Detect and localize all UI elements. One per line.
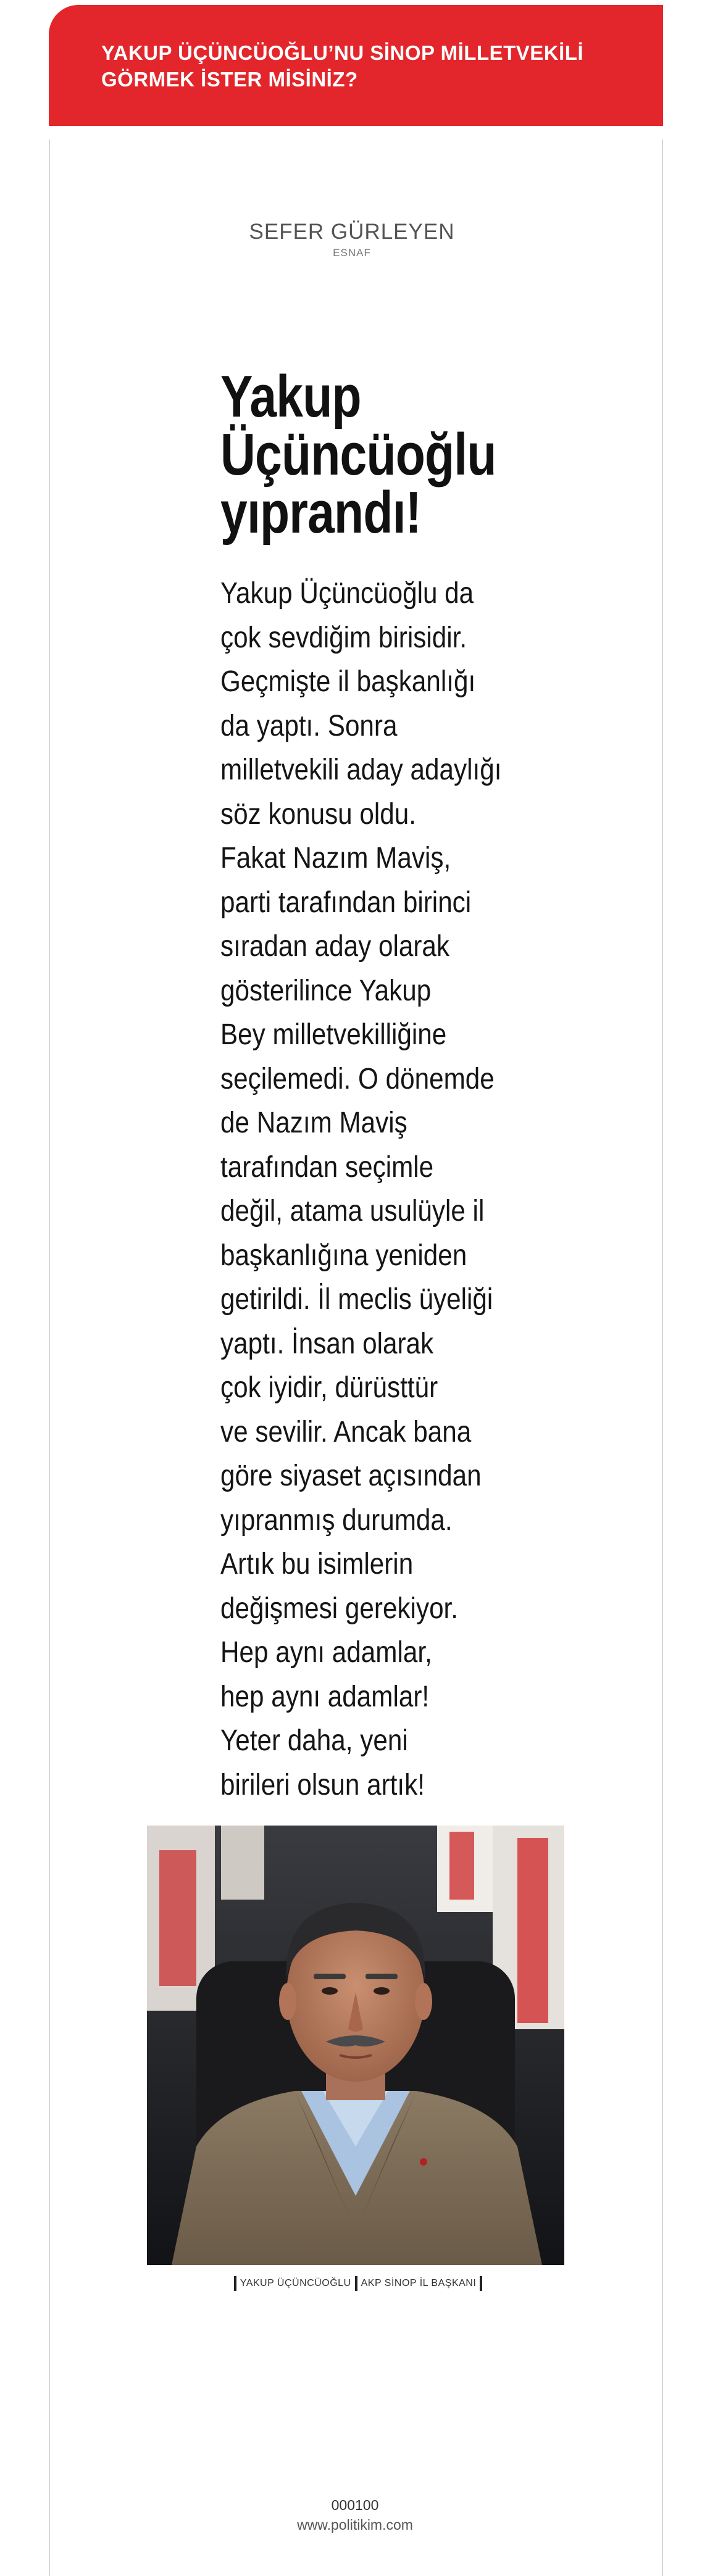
body-line: Yeter daha, yeni (220, 1724, 408, 1757)
caption-separator (480, 2276, 482, 2291)
body-line: Artık bu isimlerin (220, 1548, 414, 1581)
caption-separator (355, 2276, 357, 2291)
body-line: de Nazım Maviş (220, 1107, 407, 1139)
title-line: Üçüncüoğlu (220, 422, 496, 488)
body-line: çok sevdiğim birisidir. (220, 621, 467, 654)
body-line: milletvekili aday adaylığı (220, 754, 502, 786)
author-role: ESNAF (333, 247, 371, 259)
body-line: Hep aynı adamlar, (220, 1636, 432, 1669)
body-line: yıpranmış durumda. (220, 1503, 453, 1537)
article-body (220, 571, 517, 1807)
body-line: birileri olsun artık! (220, 1768, 425, 1801)
author-name: SEFER GÜRLEYEN (249, 220, 455, 244)
body-line: gösterilince Yakup (220, 974, 432, 1007)
page-number: 000100 (331, 2497, 379, 2513)
title-line: Yakup (220, 364, 361, 430)
body-line: Yakup Üçüncüoğlu da (220, 577, 474, 610)
body-line: sıradan aday olarak (220, 930, 450, 963)
body-line: değişmesi gerekiyor. (220, 1592, 459, 1625)
portrait-illustration (147, 1826, 564, 2265)
caption-title: AKP SİNOP İL BAŞKANI (361, 2278, 477, 2288)
page-frame-left-border (49, 139, 50, 2576)
caption-name: YAKUP ÜÇÜNCÜOĞLU (240, 2278, 351, 2288)
body-line: Geçmişte il başkanlığı (220, 665, 476, 698)
title-line: yıprandı! (220, 480, 422, 546)
site-url[interactable]: www.politikim.com (297, 2517, 413, 2533)
body-line: çok iyidir, dürüsttür (220, 1371, 438, 1404)
portrait-photo (147, 1826, 564, 2265)
body-line: değil, atama usulüyle il (220, 1195, 485, 1228)
page-footer (247, 2496, 463, 2534)
banner-headline: YAKUP ÜÇÜNCÜOĞLU’NU SİNOP MİLLETVEKİLİ GÖRMEK İSTER MİSİNİZ? (101, 41, 584, 91)
body-line: Bey milletvekilliğine (220, 1018, 447, 1051)
header-banner (49, 5, 663, 126)
author-block (204, 220, 500, 259)
caption-separator (234, 2276, 236, 2291)
body-line: da yaptı. Sonra (220, 709, 398, 742)
body-line: göre siyaset açısından (220, 1460, 482, 1492)
body-line: parti tarafından birinci (220, 886, 472, 919)
page-frame-right-border (662, 139, 663, 2576)
body-line: hep aynı adamlar! (220, 1680, 430, 1713)
article-title (220, 364, 504, 546)
body-line: seçilemedi. O dönemde (220, 1062, 495, 1095)
body-line: yaptı. İnsan olarak (220, 1327, 434, 1360)
body-line: getirildi. İl meclis üyeliği (220, 1283, 493, 1316)
photo-caption (185, 2276, 531, 2291)
body-line: başkanlığına yeniden (220, 1239, 467, 1272)
body-line: ve sevilir. Ancak bana (220, 1415, 472, 1448)
body-line: tarafından seçimle (220, 1150, 434, 1184)
body-line: söz konusu oldu. (220, 797, 417, 831)
body-line: Fakat Nazım Maviş, (220, 842, 451, 875)
